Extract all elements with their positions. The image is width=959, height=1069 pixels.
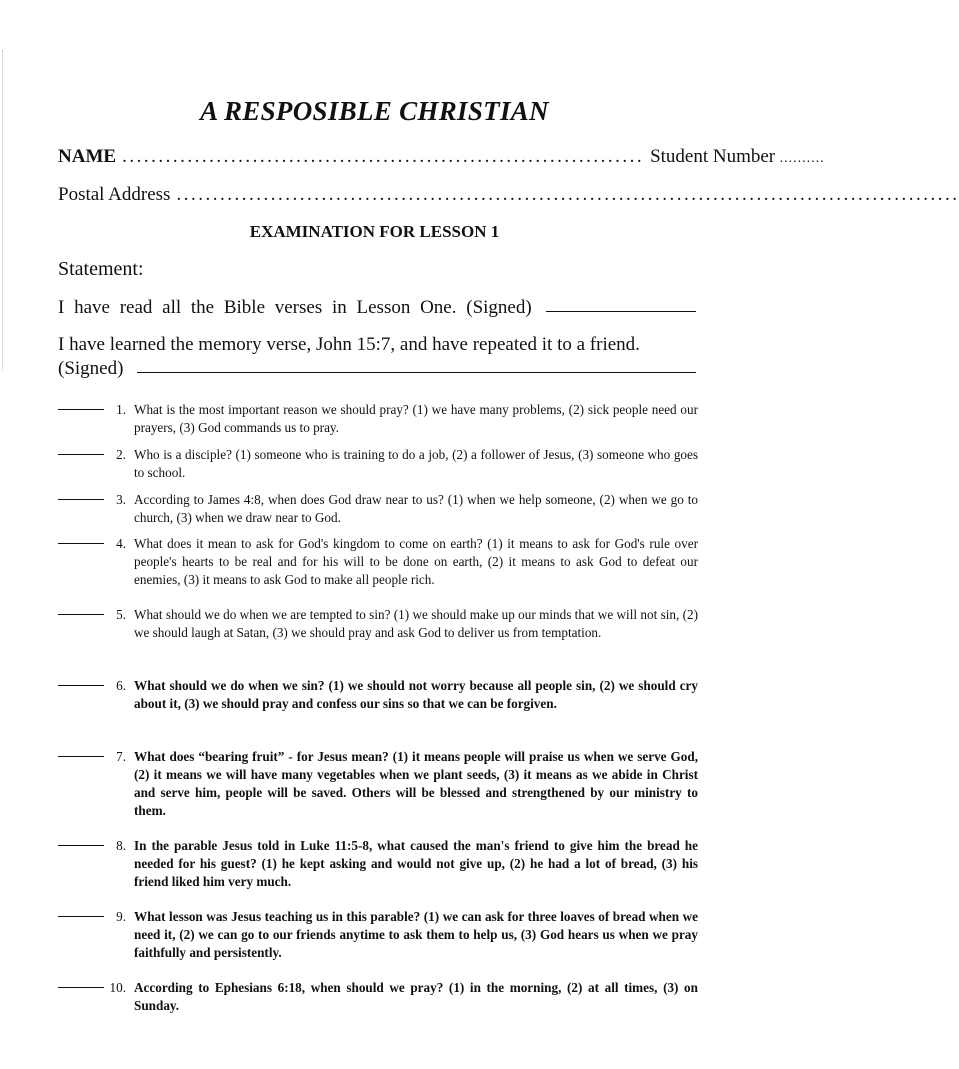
statement-text-2: I have learned the memory verse, John 15:7, and have repeated it to a friend. bbox=[58, 334, 640, 355]
statement-line-1 bbox=[58, 297, 696, 319]
question-text: According to James 4:8, when does God draw near to us? (1) when we help someone, (2) when we go to church, (3) when we draw near to God. bbox=[134, 492, 698, 525]
question-number: 5. bbox=[116, 607, 126, 622]
question-number: 9. bbox=[116, 909, 126, 924]
question-number: 2. bbox=[116, 447, 126, 462]
name-field-row bbox=[58, 146, 825, 168]
question-9 bbox=[58, 908, 698, 962]
question-number: 1. bbox=[116, 402, 126, 417]
answer-blank[interactable] bbox=[58, 446, 104, 455]
statement-text-1: I have read all the Bible verses in Lesson One. (Signed) bbox=[58, 297, 532, 318]
question-text: What lesson was Jesus teaching us in this parable? (1) we can ask for three loaves of bread when we need it, (2) we can go to our friends anytime to ask them to help us, (3) God hears us when we pray faithfully and persistently. bbox=[134, 909, 698, 960]
question-number: 3. bbox=[116, 492, 126, 507]
question-number: 6. bbox=[116, 678, 126, 693]
question-7 bbox=[58, 748, 698, 820]
answer-blank[interactable] bbox=[58, 677, 104, 686]
question-10 bbox=[58, 979, 698, 1015]
name-label: NAME bbox=[58, 146, 117, 167]
question-text: What does “bearing fruit” - for Jesus mean? (1) it means people will praise us when we serve God, (2) it means we will have many vegetables when we plant seeds, (3) it means as we abide in Christ and serve him, people will be saved. Others will be blessed and strengthened by our ministry to them. bbox=[134, 749, 698, 818]
signature-line-1[interactable] bbox=[546, 310, 696, 312]
question-8 bbox=[58, 837, 698, 891]
answer-blank[interactable] bbox=[58, 491, 104, 500]
question-5 bbox=[58, 606, 698, 642]
question-number: 4. bbox=[116, 536, 126, 551]
question-text: What should we do when we sin? (1) we should not worry because all people sin, (2) we should cry about it, (3) we should pray and confess our sins so that we can be forgiven. bbox=[134, 678, 698, 711]
question-3 bbox=[58, 491, 698, 527]
postal-address-input-dots[interactable]: ............................................................................................................ bbox=[176, 184, 959, 205]
question-text: In the parable Jesus told in Luke 11:5-8, what caused the man's friend to give him the bread he needed for his guest? (1) he kept asking and would not give up, (2) he had a lot of bread, (3) his friend liked him very much. bbox=[134, 838, 698, 889]
answer-blank[interactable] bbox=[58, 748, 104, 757]
statement-heading: Statement: bbox=[58, 258, 144, 280]
name-input-dots[interactable]: ........................................................................ bbox=[122, 146, 645, 167]
question-number: 7. bbox=[116, 749, 126, 764]
signature-line-2[interactable] bbox=[137, 371, 696, 373]
answer-blank[interactable] bbox=[58, 837, 104, 846]
student-number-label: Student Number bbox=[650, 146, 776, 167]
statement-line-2 bbox=[58, 358, 696, 380]
question-2 bbox=[58, 446, 698, 482]
exam-heading: EXAMINATION FOR LESSON 1 bbox=[249, 222, 500, 241]
question-1 bbox=[58, 401, 698, 437]
answer-blank[interactable] bbox=[58, 401, 104, 410]
question-4 bbox=[58, 535, 698, 589]
student-number-input-dots[interactable]: .......... bbox=[775, 151, 825, 166]
question-number: 8. bbox=[116, 838, 126, 853]
question-number: 10. bbox=[109, 980, 126, 995]
question-text: Who is a disciple? (1) someone who is training to do a job, (2) a follower of Jesus, (3) someone who goes to school. bbox=[134, 447, 698, 480]
question-6 bbox=[58, 677, 698, 713]
question-text: What does it mean to ask for God's kingdom to come on earth? (1) it means to ask for God's rule over people's hearts to be real and for his will to be done on earth, (2) it means to ask God to defeat our enemies, (3) it means to ask God to make all people rich. bbox=[134, 536, 698, 587]
answer-blank[interactable] bbox=[58, 979, 104, 988]
postal-address-row bbox=[58, 184, 959, 206]
question-text: According to Ephesians 6:18, when should we pray? (1) in the morning, (2) at all times, (3) on Sunday. bbox=[134, 980, 698, 1013]
page-title: A RESPOSIBLE CHRISTIAN bbox=[200, 96, 549, 126]
question-text: What is the most important reason we should pray? (1) we have many problems, (2) sick people need our prayers, (3) God commands us to pray. bbox=[134, 402, 698, 435]
postal-address-label: Postal Address bbox=[58, 184, 171, 205]
signed-label: (Signed) bbox=[58, 358, 124, 379]
answer-blank[interactable] bbox=[58, 535, 104, 544]
question-text: What should we do when we are tempted to sin? (1) we should make up our minds that we will not sin, (2) we should laugh at Satan, (3) we should pray and ask God to deliver us from temptation. bbox=[134, 607, 698, 640]
answer-blank[interactable] bbox=[58, 908, 104, 917]
answer-blank[interactable] bbox=[58, 606, 104, 615]
